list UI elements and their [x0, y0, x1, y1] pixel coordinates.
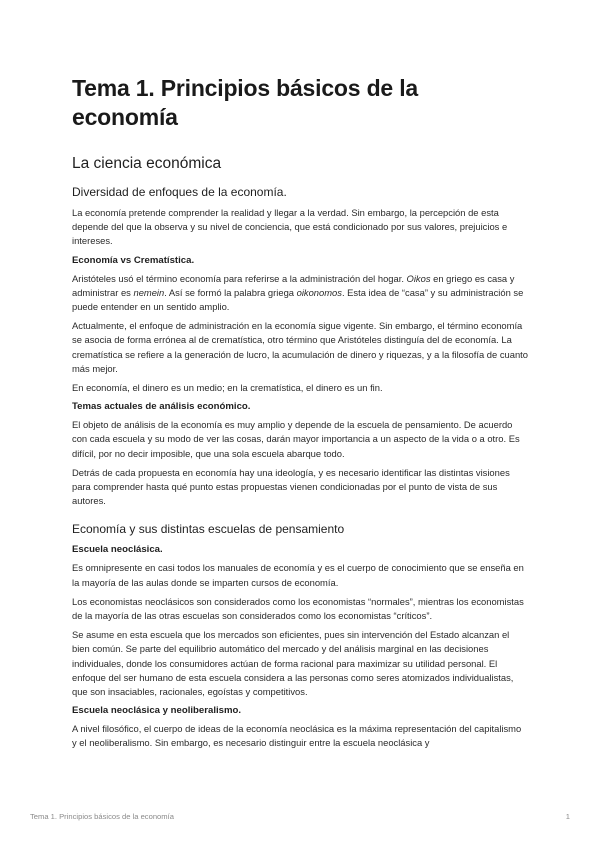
subheading-diversidad: Diversidad de enfoques de la economía. [72, 185, 287, 199]
heading-neoliberalismo: Escuela neoclásica y neoliberalismo. [72, 705, 242, 717]
paragraph-omnipresente: Es omnipresente en casi todos los manuales de economía y es el cuerpo de conocimiento que se enseña en la mayoría de las aulas donde se imparten cursos de economía. [72, 562, 524, 588]
subheading-escuelas: Economía y sus distintas escuelas de pensamiento [72, 522, 345, 537]
heading-escuela-neoclasica: Escuela neoclásica. [72, 544, 163, 556]
document-page [72, 74, 528, 756]
footer-title: Tema 1. Principios básicos de la economía [30, 812, 174, 821]
paragraph-nivel-filosofico: A nivel filosófico, el cuerpo de ideas de la economía neoclásica es la máxima representación del capitalismo y el neoliberalismo. Sin embargo, es necesario distinguir entre la escuela neoclásica y [72, 723, 522, 749]
paragraph-normales: Los economistas neoclásicos son considerados como los economistas “normales”, mientras los economistas de la mayoría de las otras escuelas son considerados como los economistas “críticos”. [72, 595, 524, 622]
page-number: 1 [565, 812, 570, 821]
paragraph-actualmente: Actualmente, el enfoque de administración en la economía sigue vigente. Sin embargo, el término economía se asocia de forma errónea al de crematística, otro término que Aristóteles distinguía del de economía. La crematística se refiere a la generación de lucro, la acumulación de dinero y riquezas, y a la filosofía de cuanto más mejor. [72, 320, 528, 374]
paragraph-intro: La economía pretende comprender la realidad y llegar a la verdad. Sin embargo, la percepción de esta depende del que la observa y su nivel de conciencia, que está condicionado por sus valores, prejuicios e intereses. [72, 207, 508, 247]
heading-temas-actuales: Temas actuales de análisis económico. [72, 401, 251, 413]
page-footer [30, 812, 570, 821]
section-heading-ciencia: La ciencia económica [72, 155, 222, 172]
paragraph-mercados-eficientes: Se asume en esta escuela que los mercados son eficientes, pues sin intervención del Estado alcanzan el bien común. Se parte del equilibrio automático del mercado y del análisis marginal en las decisiones individuales, donde los consumidores actúan de forma racional para maximizar su utilidad personal. El enfoque del ser humano de esta escuela considera a las personas como seres atomizados individualistas, que son insaciables, racionales, egoístas y competitivos. [72, 629, 514, 698]
page-title: Tema 1. Principios básicos de la economía [72, 75, 418, 130]
paragraph-dinero: En economía, el dinero es un medio; en la crematística, el dinero es un fin. [72, 382, 383, 394]
paragraph-objeto-analisis: El objeto de análisis de la economía es muy amplio y depende de la escuela de pensamiento. De acuerdo con cada escuela y su modo de ver las cosas, darán mayor importancia a un aspecto de la vida o a otro. Es difícil, por no decir imposible, que una sola escuela abarque todo. [72, 419, 520, 459]
paragraph-ideologia: Detrás de cada propuesta en economía hay una ideología, y es necesario identificar las distintas visiones para comprender hasta qué punto estas propuestas vienen condicionadas por el punto de vista de sus autores. [72, 466, 510, 507]
heading-economia-vs-crematistica: Economía vs Crematística. [72, 254, 195, 266]
paragraph-aristoteles: Aristóteles usó el término economía para referirse a la administración del hogar. Oikos en griego es casa y administrar es nemein. Así se formó la palabra griega oikonomos. Esta idea de “casa” y su administración se puede entender en un sentido amplio. [72, 272, 524, 313]
